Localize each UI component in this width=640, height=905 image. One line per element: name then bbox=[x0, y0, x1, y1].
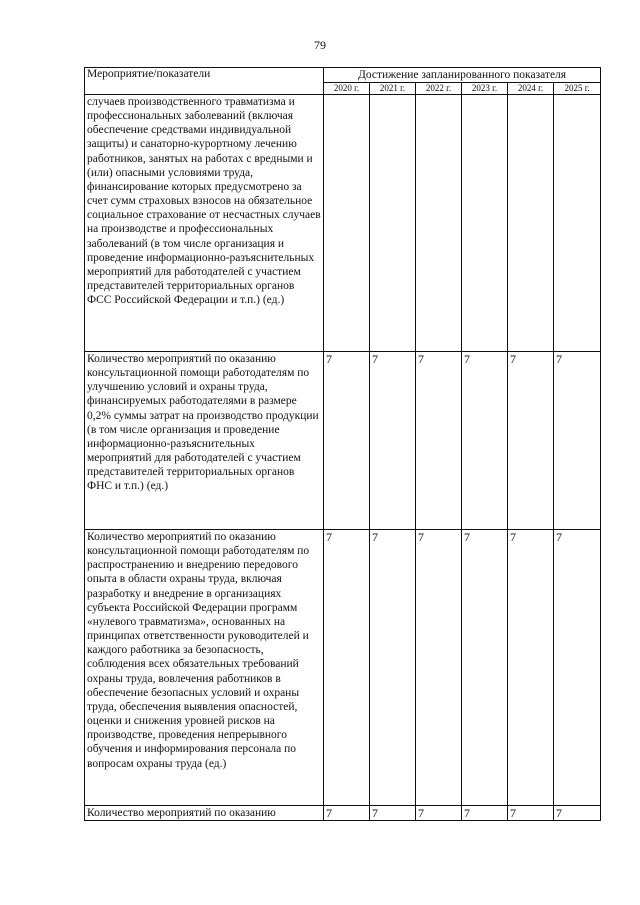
value-cell bbox=[324, 95, 370, 352]
year-header: 2021 г. bbox=[370, 83, 416, 95]
year-header: 2023 г. bbox=[462, 83, 508, 95]
page-number: 79 bbox=[314, 38, 326, 52]
value-cell: 7 bbox=[416, 806, 462, 821]
year-header: 2024 г. bbox=[508, 83, 554, 95]
value-cell: 7 bbox=[324, 352, 370, 530]
value-cell: 7 bbox=[554, 352, 601, 530]
value-cell: 7 bbox=[370, 806, 416, 821]
value-cell: 7 bbox=[554, 530, 601, 806]
value-cell: 7 bbox=[416, 352, 462, 530]
value-cell bbox=[416, 95, 462, 352]
table-row bbox=[85, 352, 601, 530]
value-cell bbox=[370, 95, 416, 352]
value-cell: 7 bbox=[462, 530, 508, 806]
value-cell bbox=[554, 95, 601, 352]
value-cell: 7 bbox=[324, 806, 370, 821]
table-row bbox=[85, 806, 601, 821]
measure-description: Количество мероприятий по оказанию консультационной помощи работодателям по улучшению условий и охраны труда, финансируемых работодателями в размере 0,2% суммы затрат на производство продукции (в том числе организация и проведение информационно-разъяснительных мероприятий для работодателей с участием представителей территориальных органов ФНС и т.п.) (ед.) bbox=[85, 352, 324, 530]
measure-description: Количество мероприятий по оказанию bbox=[85, 806, 324, 821]
value-cell: 7 bbox=[324, 530, 370, 806]
target-achievement-header: Достижение запланированного показателя bbox=[324, 68, 601, 83]
measure-description: Количество мероприятий по оказанию консультационной помощи работодателям по распространению и внедрению передового опыта в области охраны труда, включая разработку и внедрение в организациях субъекта Российской Федерации программ «нулевого травматизма», основанных на принципах ответственности руководителей и каждого работника за безопасность, соблюдения всех обязательных требований охраны труда, вовлечения работников в обеспечение безопасных условий и охраны труда, обеспечения выявления опасностей, оценки и снижения уровней рисков на производстве, проведения непрерывного обучения и информирования персонала по вопросам охраны труда (ед.) bbox=[85, 530, 324, 806]
value-cell: 7 bbox=[554, 806, 601, 821]
measure-column-header: Мероприятие/показатели bbox=[85, 68, 324, 95]
measure-description: случаев производственного травматизма и профессиональных заболеваний (включая обеспечение средствами индивидуальной защиты) и санаторно-курортному лечению работников, занятых на работах с вредными и (или) опасными условиями труда, финансирование которых предусмотрено за счет сумм страховых взносов на обязательное социальное страхование от несчастных случаев на производстве и профессиональных заболеваний (в том числе организация и проведение информационно-разъяснительных мероприятий для работодателей с участием представителей территориальных органов ФСС Российской Федерации и т.п.) (ед.) bbox=[85, 95, 324, 352]
value-cell: 7 bbox=[508, 806, 554, 821]
table-row bbox=[85, 95, 601, 352]
value-cell: 7 bbox=[508, 352, 554, 530]
year-header: 2022 г. bbox=[416, 83, 462, 95]
indicators-table bbox=[84, 67, 601, 821]
value-cell bbox=[462, 95, 508, 352]
value-cell bbox=[508, 95, 554, 352]
value-cell: 7 bbox=[416, 530, 462, 806]
value-cell: 7 bbox=[370, 352, 416, 530]
year-header: 2025 г. bbox=[554, 83, 601, 95]
value-cell: 7 bbox=[462, 806, 508, 821]
value-cell: 7 bbox=[508, 530, 554, 806]
value-cell: 7 bbox=[462, 352, 508, 530]
table-row bbox=[85, 530, 601, 806]
value-cell: 7 bbox=[370, 530, 416, 806]
year-header: 2020 г. bbox=[324, 83, 370, 95]
